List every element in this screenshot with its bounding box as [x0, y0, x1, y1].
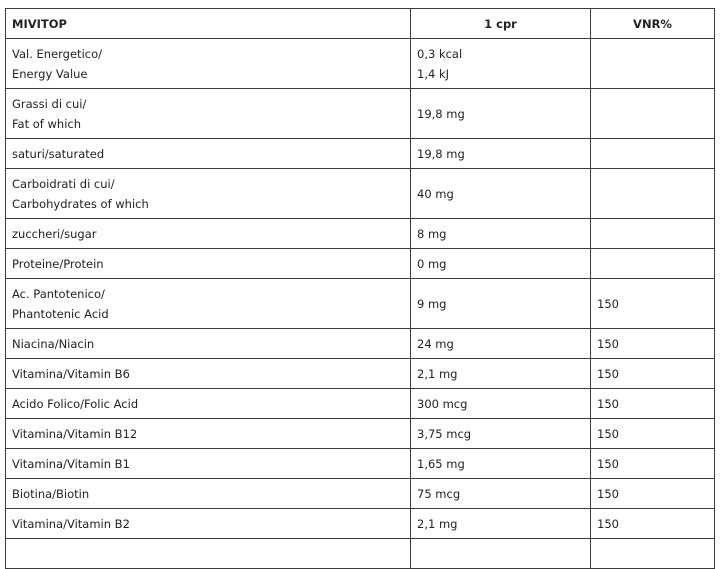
header-nrv: VNR% — [591, 9, 715, 39]
amount-cell — [411, 479, 591, 509]
nrv-cell — [591, 139, 715, 169]
nrv-value: 150 — [597, 366, 619, 381]
nrv-value: 150 — [597, 486, 619, 501]
nutrient-name-cell — [6, 89, 411, 139]
nutrition-table — [5, 8, 715, 569]
table-row — [6, 419, 715, 449]
nrv-cell — [591, 169, 715, 219]
amount-value: 2,1 mg — [417, 516, 458, 531]
empty-cell — [6, 539, 411, 569]
amount-cell — [411, 359, 591, 389]
nutrient-name: Acido Folico/Folic Acid — [12, 396, 139, 411]
nutrient-name-cell — [6, 169, 411, 219]
nutrient-name: Grassi di cui/ — [12, 96, 87, 111]
nutrient-name-cell — [6, 249, 411, 279]
nutrient-name: Vitamina/Vitamin B6 — [12, 366, 130, 381]
table-row — [6, 509, 715, 539]
nutrient-name-cell — [6, 359, 411, 389]
amount-value: 9 mg — [417, 296, 447, 311]
nutrient-name: Phantotenic Acid — [12, 306, 109, 321]
amount-value: 2,1 mg — [417, 366, 458, 381]
table-row — [6, 249, 715, 279]
table-row-cut-off — [6, 539, 715, 569]
amount-cell — [411, 39, 591, 89]
nrv-value: 150 — [597, 516, 619, 531]
nrv-value: 150 — [597, 336, 619, 351]
nutrient-name-cell — [6, 419, 411, 449]
amount-cell — [411, 419, 591, 449]
table-row — [6, 359, 715, 389]
nrv-cell — [591, 329, 715, 359]
nutrient-name: Vitamina/Vitamin B2 — [12, 516, 130, 531]
header-product: MIVITOP — [6, 9, 411, 39]
amount-value: 0 mg — [417, 256, 447, 271]
amount-cell — [411, 89, 591, 139]
nutrient-name-cell — [6, 219, 411, 249]
nrv-value: 150 — [597, 456, 619, 471]
nutrient-name: Niacina/Niacin — [12, 336, 95, 351]
table-row — [6, 39, 715, 89]
table-row — [6, 449, 715, 479]
nrv-cell — [591, 249, 715, 279]
amount-cell — [411, 249, 591, 279]
nutrient-name-cell — [6, 509, 411, 539]
nutrient-name: Energy Value — [12, 66, 88, 81]
amount-value: 8 mg — [417, 226, 447, 241]
nrv-cell — [591, 279, 715, 329]
amount-cell — [411, 219, 591, 249]
nrv-cell — [591, 479, 715, 509]
nutrient-name: Vitamina/Vitamin B12 — [12, 426, 138, 441]
nutrient-name: Fat of which — [12, 116, 82, 131]
nrv-cell — [591, 359, 715, 389]
amount-value: 40 mg — [417, 186, 454, 201]
nrv-cell — [591, 39, 715, 89]
amount-value: 1,65 mg — [417, 456, 465, 471]
amount-value: 19,8 mg — [417, 146, 465, 161]
nutrient-name: saturi/saturated — [12, 146, 105, 161]
amount-cell — [411, 139, 591, 169]
table-row — [6, 169, 715, 219]
table-row — [6, 219, 715, 249]
nutrient-name-cell — [6, 449, 411, 479]
table-row — [6, 139, 715, 169]
nutrient-name-cell — [6, 139, 411, 169]
amount-value: 0,3 kcal — [417, 46, 463, 61]
amount-value: 3,75 mcg — [417, 426, 472, 441]
table-row — [6, 279, 715, 329]
nutrient-name: zuccheri/sugar — [12, 226, 97, 241]
nrv-value: 150 — [597, 396, 619, 411]
nutrient-name-cell — [6, 39, 411, 89]
amount-value: 24 mg — [417, 336, 454, 351]
nrv-cell — [591, 219, 715, 249]
nrv-value: 150 — [597, 426, 619, 441]
table-row — [6, 389, 715, 419]
nrv-value: 150 — [597, 296, 619, 311]
amount-cell — [411, 449, 591, 479]
amount-value: 300 mcg — [417, 396, 468, 411]
amount-cell — [411, 329, 591, 359]
nutrient-name-cell — [6, 389, 411, 419]
nutrient-name: Val. Energetico/ — [12, 46, 102, 61]
amount-value: 75 mcg — [417, 486, 461, 501]
header-serving: 1 cpr — [411, 9, 591, 39]
empty-cell — [591, 539, 715, 569]
nutrient-name: Carbohydrates of which — [12, 196, 149, 211]
nutrient-name: Carboidrati di cui/ — [12, 176, 115, 191]
table-row — [6, 329, 715, 359]
nrv-cell — [591, 389, 715, 419]
amount-cell — [411, 509, 591, 539]
amount-cell — [411, 389, 591, 419]
amount-value: 1,4 kJ — [417, 66, 449, 81]
nutrient-name: Vitamina/Vitamin B1 — [12, 456, 130, 471]
nutrient-name: Biotina/Biotin — [12, 486, 90, 501]
empty-cell — [411, 539, 591, 569]
amount-value: 19,8 mg — [417, 106, 465, 121]
table-row — [6, 89, 715, 139]
amount-cell — [411, 279, 591, 329]
nutrient-name-cell — [6, 479, 411, 509]
nutrient-name-cell — [6, 279, 411, 329]
nutrient-name: Ac. Pantotenico/ — [12, 286, 105, 301]
nutrient-name-cell — [6, 329, 411, 359]
table-row — [6, 479, 715, 509]
amount-cell — [411, 169, 591, 219]
nrv-cell — [591, 419, 715, 449]
nrv-cell — [591, 449, 715, 479]
nrv-cell — [591, 89, 715, 139]
nutrient-name: Proteine/Protein — [12, 256, 104, 271]
table-header-row — [6, 9, 715, 39]
nrv-cell — [591, 509, 715, 539]
table-body — [6, 39, 715, 569]
